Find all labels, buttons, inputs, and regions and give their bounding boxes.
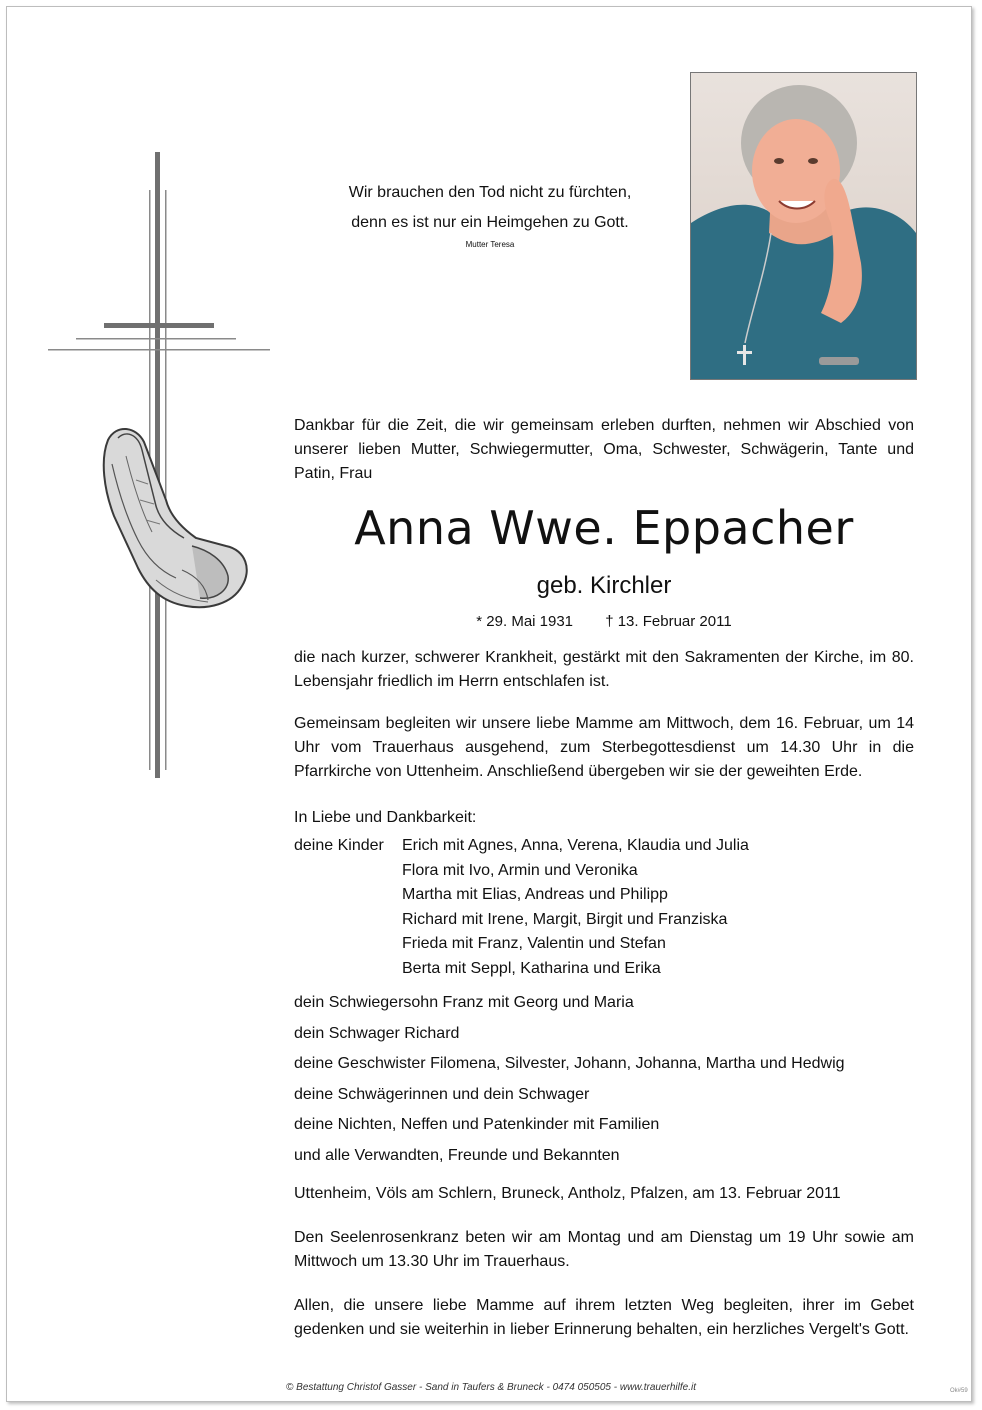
list-item: Erich mit Agnes, Anna, Verena, Klaudia und Julia <box>402 837 749 854</box>
intro-text: Dankbar für die Zeit, die wir gemeinsam erleben durften, nehmen wir Abschied von unserer lieben Mutter, Schwiegermutter, Oma, Schwester, Schwägerin, Tante und Patin, Frau <box>294 417 914 482</box>
funeral-text: Gemeinsam begleiten wir unsere liebe Mamme am Mittwoch, dem 16. Februar, um 14 Uhr vom Trauerhaus ausgehend, zum Sterbegottesdienst um 14.30 Uhr in die Pfarrkirche von Uttenheim. Anschließend übergeben wir sie der geweihten Erde. <box>294 715 914 780</box>
list-item: Martha mit Elias, Andreas und Philipp <box>402 886 668 903</box>
list-item: deine Geschwister Filomena, Silvester, Johann, Johanna, Martha und Hedwig <box>294 1055 845 1072</box>
quote-author: Mutter Teresa <box>465 240 515 249</box>
list-item: deine Schwägerinnen und dein Schwager <box>294 1085 590 1103</box>
kids-list <box>402 834 749 981</box>
death-date: † 13. Februar 2011 <box>605 613 732 630</box>
list-item: und alle Verwandten, Freunde und Bekannten <box>294 1146 620 1164</box>
quote-line-2: denn es ist nur ein Heimgehen zu Gott. <box>351 214 629 231</box>
praying-hands-icon <box>96 420 252 616</box>
rosary-text: Den Seelenrosenkranz beten wir am Montag und am Dienstag um 19 Uhr sowie am Mittwoch um 13.30 Uhr im Trauerhaus. <box>294 1229 914 1270</box>
life-dates <box>294 610 914 634</box>
quote-block <box>300 178 680 250</box>
list-item: dein Schwiegersohn Franz mit Georg und Maria <box>294 994 634 1011</box>
birth-date: * 29. Mai 1931 <box>476 613 574 630</box>
deceased-name: Anna Wwe. Eppacher <box>354 501 854 555</box>
list-item: Berta mit Seppl, Katharina und Erika <box>402 959 661 977</box>
maiden-name: geb. Kirchler <box>536 572 672 599</box>
portrait-photo <box>690 72 917 380</box>
quote-line-1: Wir brauchen den Tod nicht zu fürchten, <box>348 184 632 201</box>
place-date: Uttenheim, Völs am Schlern, Bruneck, Antholz, Pfalzen, am 13. Februar 2011 <box>294 1185 841 1202</box>
footer-credit: © Bestattung Christof Gasser - Sand in Taufers & Bruneck - 0474 050505 - www.trauerhilfe.it <box>286 1382 696 1393</box>
list-item: Richard mit Irene, Margit, Birgit und Franziska <box>402 910 728 928</box>
list-item: Frieda mit Franz, Valentin und Stefan <box>402 935 666 952</box>
list-item: Flora mit Ivo, Armin und Veronika <box>402 861 638 879</box>
list-item: deine Nichten, Neffen und Patenkinder mit Familien <box>294 1116 660 1133</box>
thanks-text: Allen, die unsere liebe Mamme auf ihrem letzten Weg begleiten, ihrer im Gebet gedenken und sie weiterhin in lieber Erinnerung behalten, ein herzliches Vergelt's Gott. <box>294 1297 914 1338</box>
print-code: Ok#59 <box>950 1388 968 1394</box>
list-item: dein Schwager Richard <box>294 1024 460 1042</box>
death-text: die nach kurzer, schwerer Krankheit, gestärkt mit den Sakramenten der Kirche, im 80. Lebensjahr friedlich im Herrn entschlafen ist. <box>294 649 914 690</box>
relatives-list <box>294 988 845 1171</box>
mourners-heading: In Liebe und Dankbarkeit: <box>294 809 477 826</box>
kids-label: deine Kinder <box>294 837 384 854</box>
